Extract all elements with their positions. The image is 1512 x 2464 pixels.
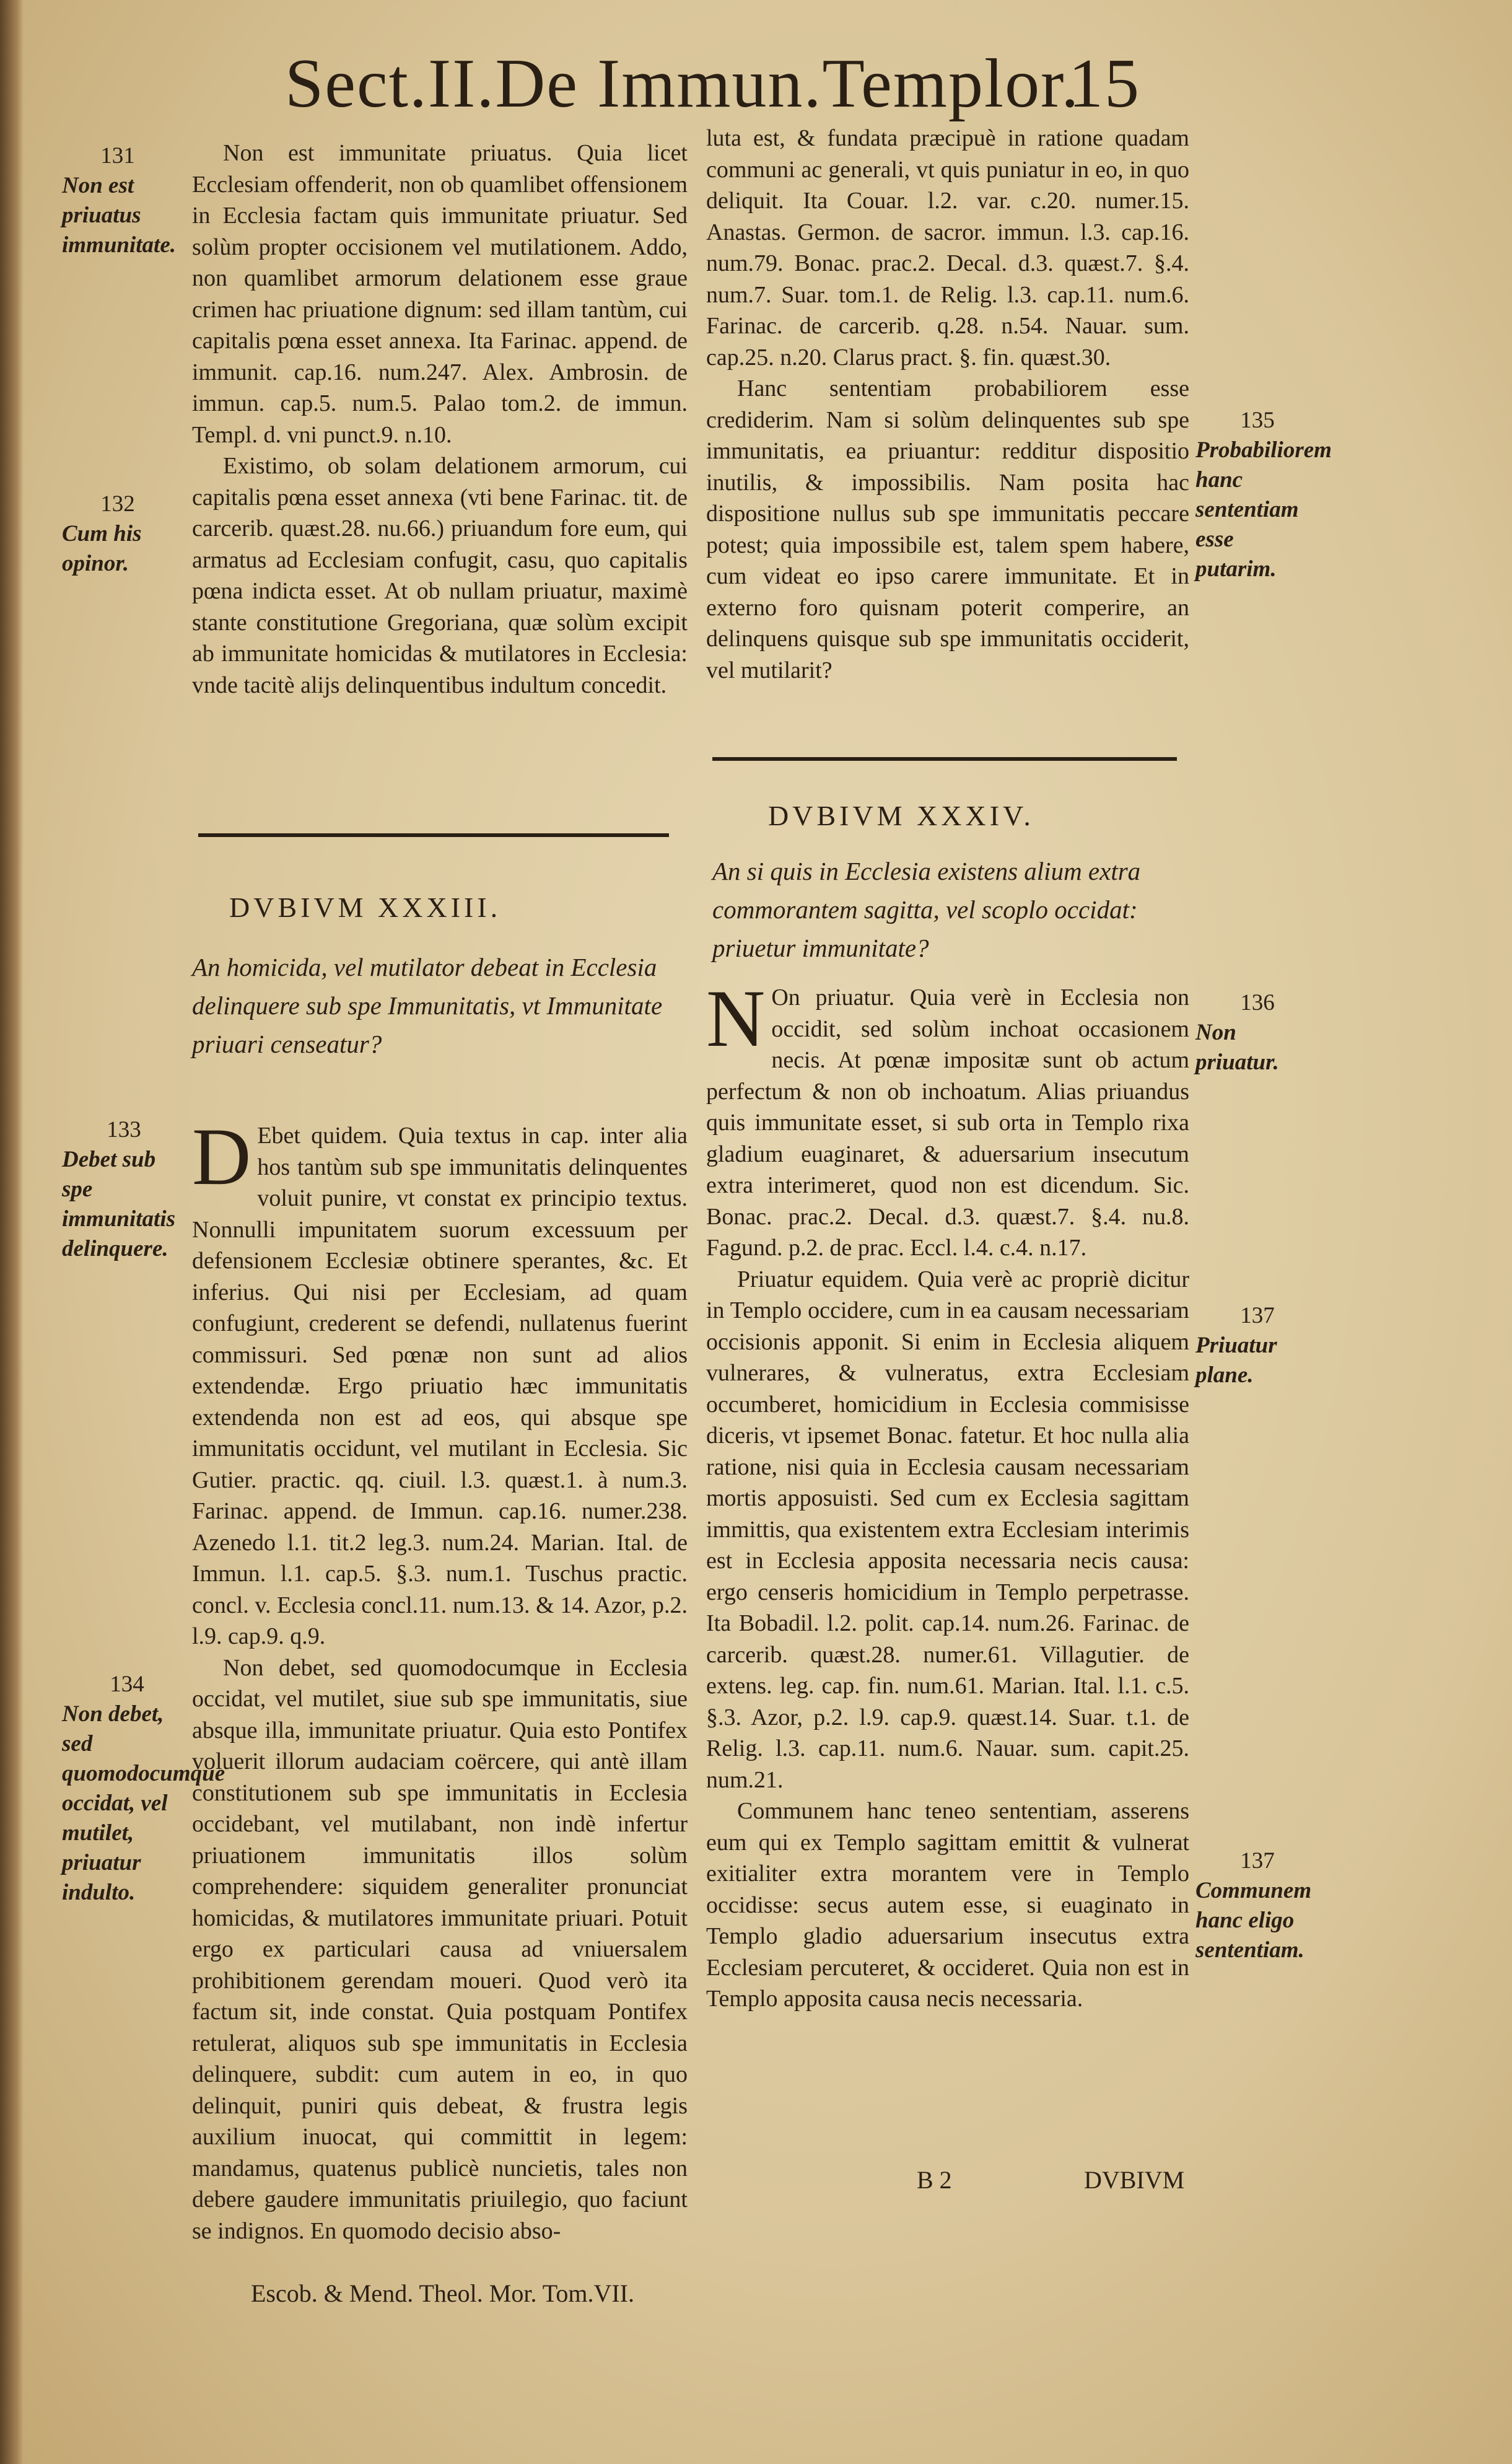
margin-note-label: Probabiliorem hanc sententiam esse putarim. <box>1195 437 1332 582</box>
drop-cap-d: D <box>192 1111 251 1202</box>
page-number: 15 <box>1068 45 1140 122</box>
left-column-top <box>192 138 688 701</box>
paragraph-135: Hanc sententiam probabiliorem esse crediderim. Nam si solùm delinquentes sub spe immunitatis, ea priuantur: redditur dispositio inutilis, & impossibilis. Nam posita hac dispositione nullus sub spe immunitatis peccare potest; quia impossibile est, talem spem habere, cum videat eo ipso carere immunitate. Et in externo foro quisnam poterit comperire, an delinquens quisque sub spe immunitatis occiderit, vel mutilarit? <box>706 375 1189 683</box>
running-header <box>285 37 1177 130</box>
margin-note-131 <box>62 141 177 260</box>
margin-note-number: 136 <box>1240 990 1275 1015</box>
margin-note-132 <box>62 489 173 579</box>
drop-cap-n: N <box>706 973 766 1064</box>
section-divider-left <box>198 833 669 837</box>
left-column-bottom <box>192 1111 688 2247</box>
margin-note-number: 135 <box>1240 408 1275 433</box>
paragraph-137-second: Communem hanc teneo sententiam, asserens eum qui ex Templo sagittam emittit & vulnerat exitialiter extra morantem vere in Templo occidisse: secus autem esse, si euaginato in Templo gladio aduersarium insecutus extra Ecclesiam percuteret, & occideret. Quia non est in Templo apposita causa necis necessaria. <box>706 1798 1189 2012</box>
page-footer: Escob. & Mend. Theol. Mor. Tom.VII. <box>251 2279 635 2307</box>
margin-note-label: Non priuatur. <box>1195 1020 1279 1075</box>
paragraph-133 <box>192 1111 688 1652</box>
margin-note-133 <box>62 1115 186 1264</box>
book-binding-edge <box>0 0 24 2464</box>
paragraph-133-text: Ebet quidem. Quia textus in cap. inter alia hos tantùm sub spe immunitatis delinquentes voluit punire, vt constat ex principio textus. Nonnulli impunitatem suorum excessuum per defensionem Ecclesiæ obtinere sperantes, &c. Et inferius. Qui nisi per Ecclesiam, ad quam confugiunt, crederent se defendi, nullatenus fuerint commissuri. Sed pœnæ non sunt ad alios extendendæ. Ergo priuatio hæc immunitatis extendenda non est ad eos, qui absque spe immunitatis occidunt, vel mutilant in Ecclesia. Sic Gutier. practic. qq. ciuil. l.3. quæst.1. à num.3. Farinac. append. de Immun. cap.16. numer.238. Azenedo l.1. tit.2 leg.3. num.24. Marian. Ital. de Immun. l.1. cap.5. §.3. num.1. Tuschus practic. concl. v. Ecclesia concl.11. num.13. & 14. Azor, p.2. l.9. cap.9. q.9. <box>192 1123 688 1649</box>
margin-note-label: Non est priuatus immunitate. <box>62 173 177 258</box>
margin-note-label: Non debet, sed quomodocumque occidat, vel mutilet, priuatur indulto. <box>62 1701 225 1905</box>
margin-note-135 <box>1195 406 1332 584</box>
margin-note-134 <box>62 1670 225 1908</box>
margin-note-number: 131 <box>100 143 135 169</box>
dubium-34-question: An si quis in Ecclesia existens alium extra commorantem sagitta, vel scoplo occidat: priuetur immunitate? <box>712 857 1141 962</box>
header-title: Sect.II.De Immun.Templor. <box>285 45 1080 122</box>
margin-note-label: Communem hanc eligo sententiam. <box>1195 1878 1312 1963</box>
dubium-34-title: DVBIVM XXXIV. <box>768 800 1034 831</box>
paragraph-137-first: Priuatur equidem. Quia verè ac propriè dicitur in Templo occidere, cum in ea causam necessariam occisionis apponit. Si enim in Ecclesia aliquem vulnerares, & vulneratus, extra Ecclesiam occumberet, homicidium in Ecclesia commisisse diceris, vt ipsemet Bonac. fatetur. Et hoc nulla alia ratione, nisi quia in Ecclesia causam necessariam mortis apposuisti. Sed cum ex Ecclesia sagittam immittis, qua existentem extra Ecclesiam interimis est in Ecclesia apposita necessaria necis causa: ergo censeris homicidium in Templo perpetrasse. Ita Bobadil. l.2. polit. cap.14. num.26. Farinac. de carcerib. quæst.28. numer.61. Villagutier. de extens. leg. cap. fin. num.61. Marian. Ital. l.1. c.5. §.3. Azor, p.2. l.9. cap.9. quæst.14. Suar. t.1. de Relig. l.3. cap.11. num.6. Nauar. sum. capit.25. num.21. <box>706 1266 1189 1793</box>
margin-note-136 <box>1195 988 1319 1077</box>
margin-note-number: 137 <box>1240 1303 1275 1328</box>
paragraph-131: Non est immunitate priuatus. Quia licet Ecclesiam offenderit, non ob quamlibet offensionem in Ecclesia factam quis immunitate priuatur. Sed solùm propter occisionem vel mutilationem. Addo, non quamlibet armorum delationem esse graue crimen hac priuatione dignum: sed illam tantùm, cui capitalis pœna esset annexa. Ita Farinac. append. de immunit. cap.16. num.247. Alex. Ambrosin. de immun. cap.5. num.5. Palao tom.2. de immun. Templ. d. vni punct.9. n.10. <box>192 140 688 448</box>
dubium-33-title: DVBIVM XXXIII. <box>229 892 502 923</box>
right-column-top <box>706 123 1189 686</box>
catchword: DVBIVM <box>1084 2166 1185 2194</box>
paragraph-132: Existimo, ob solam delationem armorum, cui capitalis pœna esset annexa (vti bene Farinac. tit. de carcerib. quæst.28. nu.66.) priuandum fore eum, qui armatus ad Ecclesiam confugit, casu, quo capitalis pœna indicta esset. At ob nullam priuatur, maximè stante constitutione Gregoriana, quæ solùm excipit ab immunitate homicidas & mutilatores in Ecclesia: vnde tacitè alijs delinquentibus indultum concedit. <box>192 453 688 698</box>
margin-note-number: 132 <box>100 491 135 517</box>
margin-note-number: 137 <box>1240 1848 1275 1874</box>
paragraph-136 <box>706 973 1189 1264</box>
margin-note-number: 134 <box>110 1672 144 1697</box>
margin-note-number: 133 <box>107 1117 141 1142</box>
margin-note-label: Priuatur plane. <box>1195 1333 1277 1388</box>
margin-note-label: Debet sub spe immunitatis delinquere. <box>62 1147 176 1261</box>
right-column-bottom <box>706 973 1189 2015</box>
margin-note-label: Cum his opinor. <box>62 521 142 576</box>
margin-note-137-second <box>1195 1846 1319 1965</box>
paragraph-134: Non debet, sed quomodocumque in Ecclesia occidat, vel mutilet, siue sub spe immunitatis, siue absque illa, immunitate priuatur. Quia esto Pontifex voluerit illorum audaciam coërcere, qui antè illam constitutionem sub spe immunitatis in Ecclesia occidebant, vel mutilabant, non indè infertur priuationem immunitatis illos solùm comprehendere: siquidem generaliter pronunciat homicidas, & mutilatores immunitate priuari. Potuit ergo ex particulari causa ad vniuersalem prohibitionem gerendam moueri. Quod verò ita factum sit, inde constat. Quia postquam Pontifex retulerat, aliquos sub spe immunitatis in Ecclesia delinquere, subdit: cum autem in eo, in quo delinquit, puniri quis debeat, & frustra legis auxilium inuocat, qui committit in legem: mandamus, quatenus publicè nuncietis, tales non debere gaudere immunitatis priuilegio, quo faciunt se indignos. En quomodo decisio abso- <box>192 1654 688 2244</box>
signature-mark: B 2 <box>917 2166 952 2194</box>
margin-note-137-first <box>1195 1301 1319 1390</box>
paragraph-continuation: luta est, & fundata præcipuè in ratione quadam communi ac generali, vt quis puniatur in eo, in quo deliquit. Ita Couar. l.2. var. c.20. numer.15. Anastas. Germon. de sacror. immun. l.3. cap.16. num.79. Bonac. prac.2. Decal. d.3. quæst.7. §.4. num.7. Suar. tom.1. de Relig. l.3. cap.11. num.6. Farinac. de carcerib. q.28. n.54. Nauar. sum. cap.25. n.20. Clarus pract. §. fin. quæst.30. <box>706 125 1189 370</box>
paragraph-136-text: On priuatur. Quia verè in Ecclesia non occidit, sed solùm inchoat occasionem necis. At pœnæ impositæ sunt ob actum perfectum & non ob inchoatum. Alias priuandus quis immunitate esset, si sub orta in Templo rixa gladium euaginaret, & aduersarium insecutum extra interimeret, quod non est dicendum. Sic. Bonac. prac.2. Decal. d.3. quæst.7. §.4. nu.8. Fagund. p.2. de prac. Eccl. l.4. c.4. n.17. <box>706 984 1189 1261</box>
section-divider-right <box>712 757 1177 761</box>
dubium-33-question: An homicida, vel mutilator debeat in Ecclesia delinquere sub spe Immunitatis, vt Immunitate priuari censeatur? <box>192 953 663 1058</box>
